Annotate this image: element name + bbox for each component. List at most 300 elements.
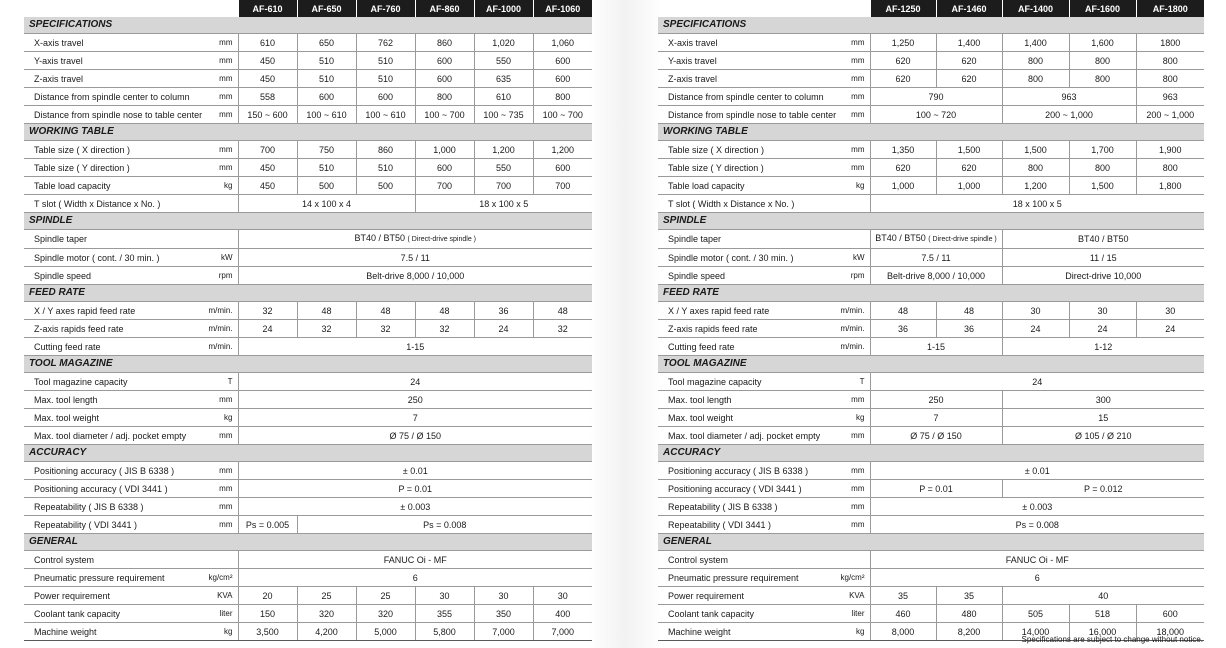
cell-value: 600 bbox=[297, 88, 356, 106]
row-label: Positioning accuracy ( JIS B 6338 ) bbox=[658, 462, 830, 480]
cell-value: 790 bbox=[870, 88, 1002, 106]
row-z-axis-travel bbox=[24, 70, 592, 88]
row-z-rapid-feed bbox=[658, 320, 1204, 338]
cell-value: 558 bbox=[238, 88, 297, 106]
cell-value: 762 bbox=[356, 34, 415, 52]
cell-value: Belt-drive 8,000 / 10,000 bbox=[870, 267, 1002, 285]
spec-table bbox=[658, 0, 1204, 641]
row-unit: mm bbox=[184, 516, 238, 534]
spec-table-af-610-1060 bbox=[24, 0, 592, 641]
row-control-system bbox=[658, 551, 1204, 569]
row-unit: mm bbox=[830, 427, 870, 445]
row-unit: mm bbox=[830, 516, 870, 534]
cell-value: 800 bbox=[1002, 70, 1069, 88]
cell-value: 14 x 100 x 4 bbox=[238, 195, 415, 213]
cell-value: 600 bbox=[356, 88, 415, 106]
cell-value: 1,020 bbox=[474, 34, 533, 52]
row-unit bbox=[830, 551, 870, 569]
cell-value: 1,350 bbox=[870, 141, 936, 159]
row-tool-capacity bbox=[24, 373, 592, 391]
section-header-feed-rate: FEED RATE bbox=[24, 285, 592, 302]
model-name: AF-860 bbox=[415, 0, 474, 17]
cell-value: 25 bbox=[356, 587, 415, 605]
section-header-general: GENERAL bbox=[24, 534, 592, 551]
cell-value: 510 bbox=[297, 70, 356, 88]
cell-value: 48 bbox=[297, 302, 356, 320]
cell-value: 30 bbox=[533, 587, 592, 605]
cell-value: 18 x 100 x 5 bbox=[870, 195, 1204, 213]
cell-value: FANUC Oi - MF bbox=[870, 551, 1204, 569]
row-coolant bbox=[24, 605, 592, 623]
row-coolant bbox=[658, 605, 1204, 623]
cell-value: Ø 105 / Ø 210 bbox=[1002, 427, 1204, 445]
row-label: Repeatability ( VDI 3441 ) bbox=[658, 516, 830, 534]
row-label: Table load capacity bbox=[658, 177, 830, 195]
row-label: Positioning accuracy ( VDI 3441 ) bbox=[658, 480, 830, 498]
cell-value: 1-12 bbox=[1002, 338, 1204, 356]
cell-value: 320 bbox=[356, 605, 415, 623]
cell-value: 610 bbox=[474, 88, 533, 106]
row-tool-length bbox=[658, 391, 1204, 409]
row-label: Max. tool length bbox=[658, 391, 830, 409]
section-header-tool-magazine: TOOL MAGAZINE bbox=[658, 356, 1204, 373]
cell-value: 500 bbox=[356, 177, 415, 195]
section-header-working-table: WORKING TABLE bbox=[24, 124, 592, 141]
cell-value: 8,000 bbox=[870, 623, 936, 641]
cell-value: 1,800 bbox=[1136, 177, 1204, 195]
cell-value: 16,000 bbox=[1069, 623, 1136, 641]
row-xy-rapid-feed bbox=[24, 302, 592, 320]
row-unit: mm bbox=[830, 391, 870, 409]
section-header-feed-rate: FEED RATE bbox=[658, 285, 1204, 302]
cell-value: 1800 bbox=[1136, 34, 1204, 52]
row-label: Z-axis rapids feed rate bbox=[658, 320, 830, 338]
row-unit: mm bbox=[184, 34, 238, 52]
cell-value: 7.5 / 11 bbox=[238, 249, 592, 267]
cell-value: 32 bbox=[356, 320, 415, 338]
cell-value: 24 bbox=[870, 373, 1204, 391]
row-y-axis-travel bbox=[24, 52, 592, 70]
cell-value: 48 bbox=[415, 302, 474, 320]
row-label: Distance from spindle center to column bbox=[658, 88, 830, 106]
cell-value: 100 ~ 720 bbox=[870, 106, 1002, 124]
cell-value: 1,500 bbox=[936, 141, 1002, 159]
row-label: Table size ( Y direction ) bbox=[24, 159, 184, 177]
row-label: X / Y axes rapid feed rate bbox=[24, 302, 184, 320]
row-unit: kW bbox=[184, 249, 238, 267]
row-unit bbox=[184, 230, 238, 249]
row-unit: kg bbox=[830, 623, 870, 641]
row-label: Pneumatic pressure requirement bbox=[658, 569, 830, 587]
cell-value: P = 0.012 bbox=[1002, 480, 1204, 498]
cell-value: 800 bbox=[1136, 52, 1204, 70]
cell-value: 18 x 100 x 5 bbox=[415, 195, 592, 213]
row-label: Z-axis rapids feed rate bbox=[24, 320, 184, 338]
section-header-spindle: SPINDLE bbox=[658, 213, 1204, 230]
header-spacer bbox=[24, 0, 238, 17]
cell-value: 25 bbox=[297, 587, 356, 605]
row-unit: m/min. bbox=[184, 302, 238, 320]
row-label: Z-axis travel bbox=[24, 70, 184, 88]
row-x-axis-travel bbox=[658, 34, 1204, 52]
row-label: Table load capacity bbox=[24, 177, 184, 195]
cell-value: 1,600 bbox=[1069, 34, 1136, 52]
cell-value: 1,400 bbox=[1002, 34, 1069, 52]
row-label: Positioning accuracy ( JIS B 6338 ) bbox=[24, 462, 184, 480]
model-name: AF-610 bbox=[238, 0, 297, 17]
cell-value: 1,700 bbox=[1069, 141, 1136, 159]
cell-value: 250 bbox=[870, 391, 1002, 409]
row-label: Spindle speed bbox=[658, 267, 830, 285]
row-label: T slot ( Width x Distance x No. ) bbox=[24, 195, 184, 213]
row-table-size-x bbox=[24, 141, 592, 159]
row-unit: mm bbox=[184, 106, 238, 124]
row-label: Spindle taper bbox=[24, 230, 184, 249]
row-label: Coolant tank capacity bbox=[658, 605, 830, 623]
cell-value: 800 bbox=[1136, 70, 1204, 88]
cell-value: 700 bbox=[474, 177, 533, 195]
cell-value: 200 ~ 1,000 bbox=[1002, 106, 1136, 124]
row-unit: mm bbox=[184, 462, 238, 480]
cell-value: ± 0.01 bbox=[238, 462, 592, 480]
row-tool-diameter bbox=[658, 427, 1204, 445]
row-unit: mm bbox=[830, 106, 870, 124]
cell-value: 32 bbox=[238, 302, 297, 320]
cell-value: 5,800 bbox=[415, 623, 474, 641]
spindle-taper-note: ( Direct-drive spindle ) bbox=[928, 236, 997, 243]
cell-value: 100 ~ 700 bbox=[533, 106, 592, 124]
row-label: X-axis travel bbox=[658, 34, 830, 52]
model-name: AF-1400 bbox=[1002, 0, 1069, 17]
row-unit: mm bbox=[184, 88, 238, 106]
row-unit: mm bbox=[830, 141, 870, 159]
row-label: Machine weight bbox=[24, 623, 184, 641]
cell-value: 963 bbox=[1136, 88, 1204, 106]
row-unit: mm bbox=[830, 70, 870, 88]
cell-value: FANUC Oi - MF bbox=[238, 551, 592, 569]
row-label: Repeatability ( JIS B 6338 ) bbox=[24, 498, 184, 516]
row-unit: mm bbox=[184, 159, 238, 177]
row-cutting-feed bbox=[658, 338, 1204, 356]
cell-value: 30 bbox=[474, 587, 533, 605]
cell-value: 15 bbox=[1002, 409, 1204, 427]
row-unit: mm bbox=[184, 427, 238, 445]
cell-value: 30 bbox=[415, 587, 474, 605]
cell-value: 250 bbox=[238, 391, 592, 409]
row-y-axis-travel bbox=[658, 52, 1204, 70]
row-pneumatic bbox=[658, 569, 1204, 587]
cell-value: 963 bbox=[1002, 88, 1136, 106]
cell-value: 750 bbox=[297, 141, 356, 159]
cell-value: 620 bbox=[870, 159, 936, 177]
section-header-spindle: SPINDLE bbox=[24, 213, 592, 230]
row-label: Machine weight bbox=[658, 623, 830, 641]
cell-value: Direct-drive 10,000 bbox=[1002, 267, 1204, 285]
row-t-slot bbox=[24, 195, 592, 213]
cell-value: 800 bbox=[1002, 159, 1069, 177]
model-name: AF-1800 bbox=[1136, 0, 1204, 17]
cell-value: 32 bbox=[533, 320, 592, 338]
cell-value: 7 bbox=[238, 409, 592, 427]
cell-value: 450 bbox=[238, 177, 297, 195]
cell-value: 1,500 bbox=[1069, 177, 1136, 195]
cell-value: 800 bbox=[533, 88, 592, 106]
cell-value: 1,000 bbox=[936, 177, 1002, 195]
row-unit: kg bbox=[830, 409, 870, 427]
row-label: Y-axis travel bbox=[658, 52, 830, 70]
row-unit: liter bbox=[830, 605, 870, 623]
cell-value: 30 bbox=[1002, 302, 1069, 320]
model-header-row bbox=[658, 0, 1204, 17]
cell-value: 400 bbox=[533, 605, 592, 623]
cell-value: 800 bbox=[1069, 70, 1136, 88]
cell-value: Belt-drive 8,000 / 10,000 bbox=[238, 267, 592, 285]
cell-value: 6 bbox=[870, 569, 1204, 587]
row-machine-weight bbox=[24, 623, 592, 641]
row-unit: kW bbox=[830, 249, 870, 267]
row-label: Max. tool length bbox=[24, 391, 184, 409]
section-header-accuracy: ACCURACY bbox=[658, 445, 1204, 462]
spec-table bbox=[24, 0, 592, 641]
model-name: AF-1460 bbox=[936, 0, 1002, 17]
row-label: Power requirement bbox=[658, 587, 830, 605]
row-label: Control system bbox=[24, 551, 184, 569]
cell-value: 1,250 bbox=[870, 34, 936, 52]
cell-value: ± 0.01 bbox=[870, 462, 1204, 480]
row-label: Max. tool weight bbox=[658, 409, 830, 427]
row-label: Spindle motor ( cont. / 30 min. ) bbox=[24, 249, 184, 267]
cell-value: 320 bbox=[297, 605, 356, 623]
row-label: Distance from spindle nose to table center bbox=[658, 106, 830, 124]
cell-value: 1,000 bbox=[415, 141, 474, 159]
cell-value: 100 ~ 700 bbox=[415, 106, 474, 124]
cell-value: 510 bbox=[356, 159, 415, 177]
cell-value: 600 bbox=[533, 159, 592, 177]
row-repeatability-vdi bbox=[24, 516, 592, 534]
section-header-specifications: SPECIFICATIONS bbox=[658, 17, 1204, 34]
cell-value bbox=[870, 230, 1002, 249]
cell-value: 600 bbox=[533, 70, 592, 88]
cell-value: 35 bbox=[870, 587, 936, 605]
spindle-taper-value: BT40 / BT50 bbox=[875, 233, 926, 243]
row-control-system bbox=[24, 551, 592, 569]
cell-value: 700 bbox=[533, 177, 592, 195]
row-tool-length bbox=[24, 391, 592, 409]
model-name: AF-1060 bbox=[533, 0, 592, 17]
row-unit: mm bbox=[184, 480, 238, 498]
cell-value: Ø 75 / Ø 150 bbox=[238, 427, 592, 445]
row-repeatability-jis bbox=[24, 498, 592, 516]
cell-value: 24 bbox=[1069, 320, 1136, 338]
row-tool-capacity bbox=[658, 373, 1204, 391]
cell-value: 1,200 bbox=[1002, 177, 1069, 195]
spindle-taper-note: ( Direct-drive spindle ) bbox=[407, 236, 476, 243]
section-header-tool-magazine: TOOL MAGAZINE bbox=[24, 356, 592, 373]
cell-value: 48 bbox=[533, 302, 592, 320]
row-unit: m/min. bbox=[184, 320, 238, 338]
cell-value: 7 bbox=[870, 409, 1002, 427]
cell-value: 30 bbox=[1136, 302, 1204, 320]
row-label: Table size ( X direction ) bbox=[658, 141, 830, 159]
row-unit: KVA bbox=[830, 587, 870, 605]
cell-value: 24 bbox=[238, 373, 592, 391]
cell-value: 200 ~ 1,000 bbox=[1136, 106, 1204, 124]
cell-value: 450 bbox=[238, 159, 297, 177]
section-header-specifications: SPECIFICATIONS bbox=[24, 17, 592, 34]
row-tool-weight bbox=[24, 409, 592, 427]
row-unit: rpm bbox=[830, 267, 870, 285]
cell-value: 635 bbox=[474, 70, 533, 88]
cell-value: 4,200 bbox=[297, 623, 356, 641]
model-name: AF-650 bbox=[297, 0, 356, 17]
cell-value: 800 bbox=[1069, 52, 1136, 70]
cell-value: 24 bbox=[474, 320, 533, 338]
row-unit: kg/cm² bbox=[184, 569, 238, 587]
cell-value: 800 bbox=[1136, 159, 1204, 177]
section-header-working-table: WORKING TABLE bbox=[658, 124, 1204, 141]
cell-value: 48 bbox=[936, 302, 1002, 320]
row-tool-weight bbox=[658, 409, 1204, 427]
cell-value bbox=[238, 230, 592, 249]
cell-value: 1,000 bbox=[870, 177, 936, 195]
row-table-size-x bbox=[658, 141, 1204, 159]
cell-value: 8,200 bbox=[936, 623, 1002, 641]
row-unit: mm bbox=[184, 70, 238, 88]
cell-value: 1-15 bbox=[238, 338, 592, 356]
cell-value: 1-15 bbox=[870, 338, 1002, 356]
row-label: Z-axis travel bbox=[658, 70, 830, 88]
row-unit: mm bbox=[830, 34, 870, 52]
cell-value: Ø 75 / Ø 150 bbox=[870, 427, 1002, 445]
row-label: X-axis travel bbox=[24, 34, 184, 52]
row-label: Cutting feed rate bbox=[24, 338, 184, 356]
model-name: AF-760 bbox=[356, 0, 415, 17]
header-spacer bbox=[658, 0, 870, 17]
row-unit: m/min. bbox=[184, 338, 238, 356]
cell-value: 100 ~ 610 bbox=[297, 106, 356, 124]
row-unit: m/min. bbox=[830, 338, 870, 356]
row-label: Repeatability ( JIS B 6338 ) bbox=[658, 498, 830, 516]
row-positioning-jis bbox=[658, 462, 1204, 480]
row-unit: m/min. bbox=[830, 320, 870, 338]
row-unit: mm bbox=[184, 141, 238, 159]
cell-value: 300 bbox=[1002, 391, 1204, 409]
cell-value: 11 / 15 bbox=[1002, 249, 1204, 267]
row-label: Control system bbox=[658, 551, 830, 569]
row-label: Tool magazine capacity bbox=[658, 373, 830, 391]
row-repeatability-vdi bbox=[658, 516, 1204, 534]
row-unit: mm bbox=[830, 88, 870, 106]
row-unit: mm bbox=[830, 462, 870, 480]
cell-value: 350 bbox=[474, 605, 533, 623]
row-unit bbox=[830, 230, 870, 249]
cell-value: 800 bbox=[415, 88, 474, 106]
row-xy-rapid-feed bbox=[658, 302, 1204, 320]
row-label: Repeatability ( VDI 3441 ) bbox=[24, 516, 184, 534]
row-repeatability-jis bbox=[658, 498, 1204, 516]
cell-value: 600 bbox=[1136, 605, 1204, 623]
section-header-general: GENERAL bbox=[658, 534, 1204, 551]
row-spindle-motor bbox=[658, 249, 1204, 267]
row-power bbox=[24, 587, 592, 605]
row-unit: mm bbox=[184, 498, 238, 516]
cell-value: 5,000 bbox=[356, 623, 415, 641]
row-label: Distance from spindle center to column bbox=[24, 88, 184, 106]
row-label: Coolant tank capacity bbox=[24, 605, 184, 623]
cell-value: 48 bbox=[356, 302, 415, 320]
cell-value: 36 bbox=[936, 320, 1002, 338]
row-unit bbox=[184, 551, 238, 569]
cell-value: 620 bbox=[870, 70, 936, 88]
row-spindle-taper bbox=[24, 230, 592, 249]
cell-value: 510 bbox=[297, 159, 356, 177]
cell-value: 1,200 bbox=[474, 141, 533, 159]
row-label: T slot ( Width x Distance x No. ) bbox=[658, 195, 830, 213]
cell-value: 800 bbox=[1002, 52, 1069, 70]
cell-value: 550 bbox=[474, 52, 533, 70]
cell-value: 150 bbox=[238, 605, 297, 623]
row-table-load bbox=[24, 177, 592, 195]
cell-value: 18,000 bbox=[1136, 623, 1204, 641]
cell-value: 450 bbox=[238, 52, 297, 70]
row-spindle-to-column bbox=[24, 88, 592, 106]
row-table-size-y bbox=[24, 159, 592, 177]
cell-value: P = 0.01 bbox=[238, 480, 592, 498]
cell-value: 355 bbox=[415, 605, 474, 623]
row-spindle-speed bbox=[658, 267, 1204, 285]
cell-value: 7,000 bbox=[474, 623, 533, 641]
row-label: Table size ( Y direction ) bbox=[658, 159, 830, 177]
model-name: AF-1250 bbox=[870, 0, 936, 17]
model-header-row bbox=[24, 0, 592, 17]
row-label: Spindle taper bbox=[658, 230, 830, 249]
cell-value: 518 bbox=[1069, 605, 1136, 623]
row-unit: mm bbox=[184, 391, 238, 409]
row-unit: kg bbox=[830, 177, 870, 195]
cell-value: 600 bbox=[415, 52, 474, 70]
row-unit: kg/cm² bbox=[830, 569, 870, 587]
cell-value: 460 bbox=[870, 605, 936, 623]
row-unit: mm bbox=[830, 52, 870, 70]
cell-value: P = 0.01 bbox=[870, 480, 1002, 498]
row-cutting-feed bbox=[24, 338, 592, 356]
row-positioning-vdi bbox=[658, 480, 1204, 498]
row-unit: rpm bbox=[184, 267, 238, 285]
row-label: Spindle speed bbox=[24, 267, 184, 285]
row-label: Cutting feed rate bbox=[658, 338, 830, 356]
cell-value: 860 bbox=[356, 141, 415, 159]
cell-value: 32 bbox=[297, 320, 356, 338]
cell-value: 32 bbox=[415, 320, 474, 338]
cell-value: 650 bbox=[297, 34, 356, 52]
row-table-load bbox=[658, 177, 1204, 195]
cell-value: 6 bbox=[238, 569, 592, 587]
cell-value: 14,000 bbox=[1002, 623, 1069, 641]
row-table-size-y bbox=[658, 159, 1204, 177]
cell-value: 100 ~ 610 bbox=[356, 106, 415, 124]
row-unit: kg bbox=[184, 409, 238, 427]
cell-value: 500 bbox=[297, 177, 356, 195]
row-label: Max. tool diameter / adj. pocket empty bbox=[24, 427, 184, 445]
cell-value: 510 bbox=[356, 70, 415, 88]
row-unit: mm bbox=[184, 52, 238, 70]
model-name: AF-1000 bbox=[474, 0, 533, 17]
cell-value: 600 bbox=[533, 52, 592, 70]
cell-value: 480 bbox=[936, 605, 1002, 623]
row-label: Pneumatic pressure requirement bbox=[24, 569, 184, 587]
spec-table-af-1250-1800 bbox=[658, 0, 1204, 641]
cell-value: 600 bbox=[415, 70, 474, 88]
